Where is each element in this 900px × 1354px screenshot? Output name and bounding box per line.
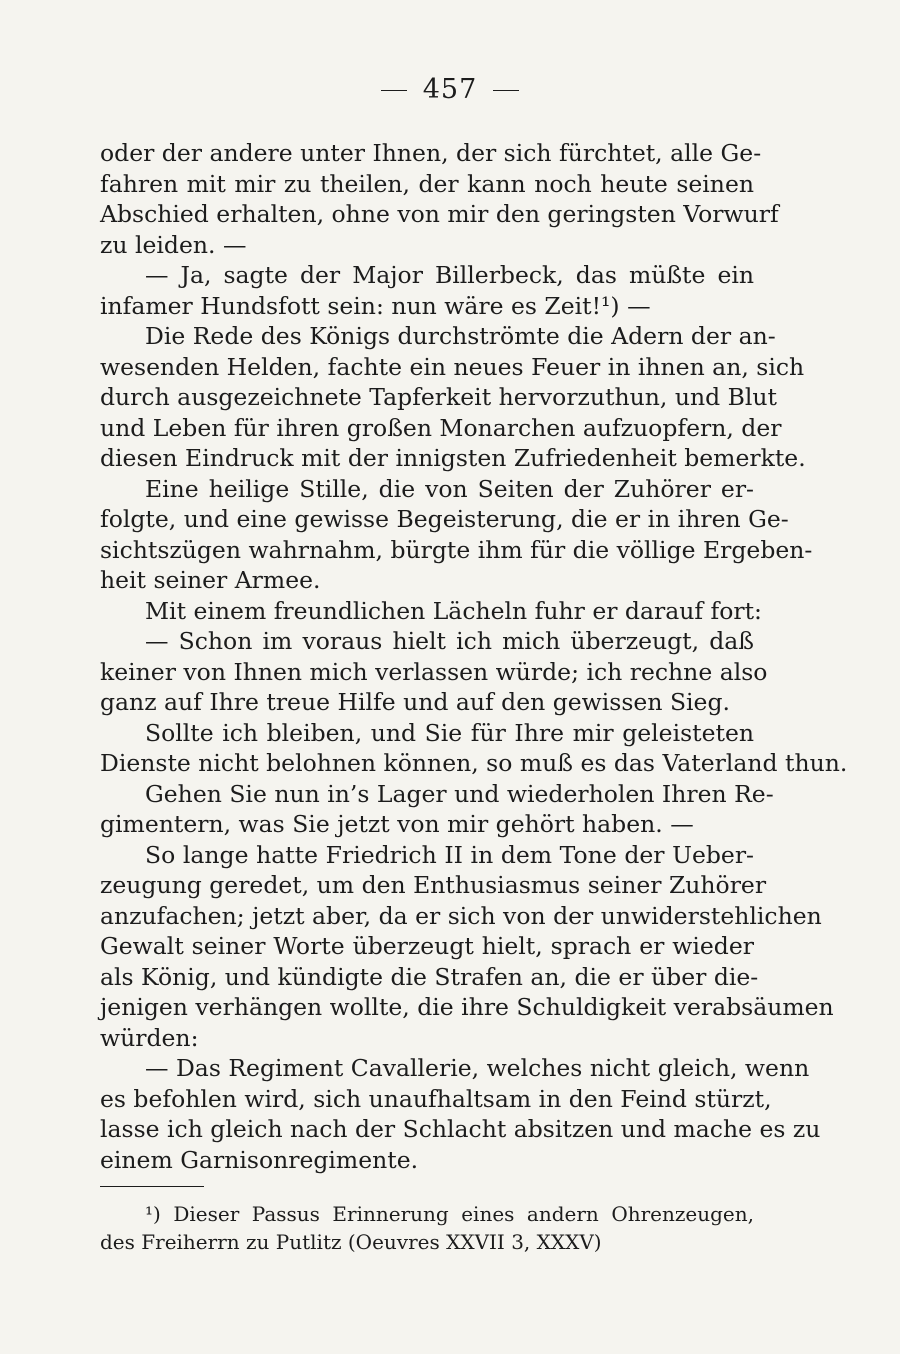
text-line: Abschied erhalten, ohne von mir den geringsten Vorwurf (100, 200, 779, 228)
text-line: infamer Hundsfott sein: nun wäre es Zeit!¹) — (100, 291, 651, 320)
footnote-line: ¹) Dieser Passus Erinnerung eines andern Ohrenzeugen, (145, 1202, 754, 1226)
footnote-line: des Freiherrn zu Putlitz (Oeuvres XXVII 3, XXXV) (100, 1230, 602, 1254)
footnotes (100, 1200, 754, 1256)
text-line: Die Rede des Königs durchströmte die Adern der an- (145, 322, 776, 350)
text-line: es befohlen wird, sich unaufhaltsam in den Feind stürzt, (100, 1084, 772, 1113)
text-line: Gewalt seiner Worte überzeugt hielt, sprach er wieder (100, 932, 754, 960)
text-line: wesenden Helden, fachte ein neues Feuer in ihnen an, sich (100, 352, 805, 381)
text-line: als König, und kündigte die Strafen an, die er über die- (100, 962, 759, 991)
footnote-separator (100, 1186, 204, 1187)
text-line: gimentern, was Sie jetzt von mir gehört haben. — (100, 810, 694, 838)
text-line: ganz auf Ihre treue Hilfe und auf den gewissen Sieg. (100, 688, 730, 716)
text-line: zeugung geredet, um den Enthusiasmus seiner Zuhörer (100, 871, 767, 899)
text-line: folgte, und eine gewisse Begeisterung, die er in ihren Ge- (100, 505, 789, 533)
body-text (100, 138, 848, 1175)
text-line: einem Garnisonregimente. (100, 1145, 419, 1174)
text-line: diesen Eindruck mit der innigsten Zufriedenheit bemerkte. (100, 444, 806, 472)
text-line: jenigen verhängen wollte, die ihre Schuldigkeit verabsäumen (100, 993, 834, 1021)
header-dash-right (493, 90, 519, 91)
text-line: So lange hatte Friedrich II in dem Tone der Ueber- (145, 840, 754, 869)
text-line: Mit einem freundlichen Lächeln fuhr er darauf fort: (145, 596, 762, 625)
text-line: fahren mit mir zu theilen, der kann noch heute seinen (100, 169, 754, 198)
page-number-header (0, 74, 900, 105)
text-line: sichtszügen wahrnahm, bürgte ihm für die völlige Ergeben- (100, 535, 813, 564)
text-line: — Das Regiment Cavallerie, welches nicht gleich, wenn (145, 1054, 810, 1082)
text-line: keiner von Ihnen mich verlassen würde; ich rechne also (100, 657, 768, 686)
text-line: oder der andere unter Ihnen, der sich fürchtet, alle Ge- (100, 139, 762, 167)
text-line: durch ausgezeichnete Tapferkeit hervorzuthun, und Blut (100, 383, 778, 411)
page-number: 457 (422, 74, 478, 105)
text-line: Gehen Sie nun in’s Lager und wiederholen Ihren Re- (145, 779, 774, 808)
text-line: lasse ich gleich nach der Schlacht absitzen und mache es zu (100, 1115, 821, 1143)
text-line: und Leben für ihren großen Monarchen aufzuopfern, der (100, 413, 782, 442)
text-line: Dienste nicht belohnen können, so muß es das Vaterland thun. (100, 749, 848, 777)
header-dash-left (381, 90, 407, 91)
text-line: zu leiden. — (100, 230, 247, 259)
text-line: heit seiner Armee. (100, 566, 321, 594)
text-line: würden: (100, 1023, 199, 1052)
text-line: anzufachen; jetzt aber, da er sich von der unwiderstehlichen (100, 901, 822, 930)
text-line: Sollte ich bleiben, und Sie für Ihre mir geleisteten (145, 718, 754, 747)
text-line: Eine heilige Stille, die von Seiten der Zuhörer er- (145, 474, 754, 503)
text-line: — Schon im voraus hielt ich mich überzeugt, daß (145, 627, 754, 655)
text-line: — Ja, sagte der Major Billerbeck, das müßte ein (145, 261, 754, 289)
